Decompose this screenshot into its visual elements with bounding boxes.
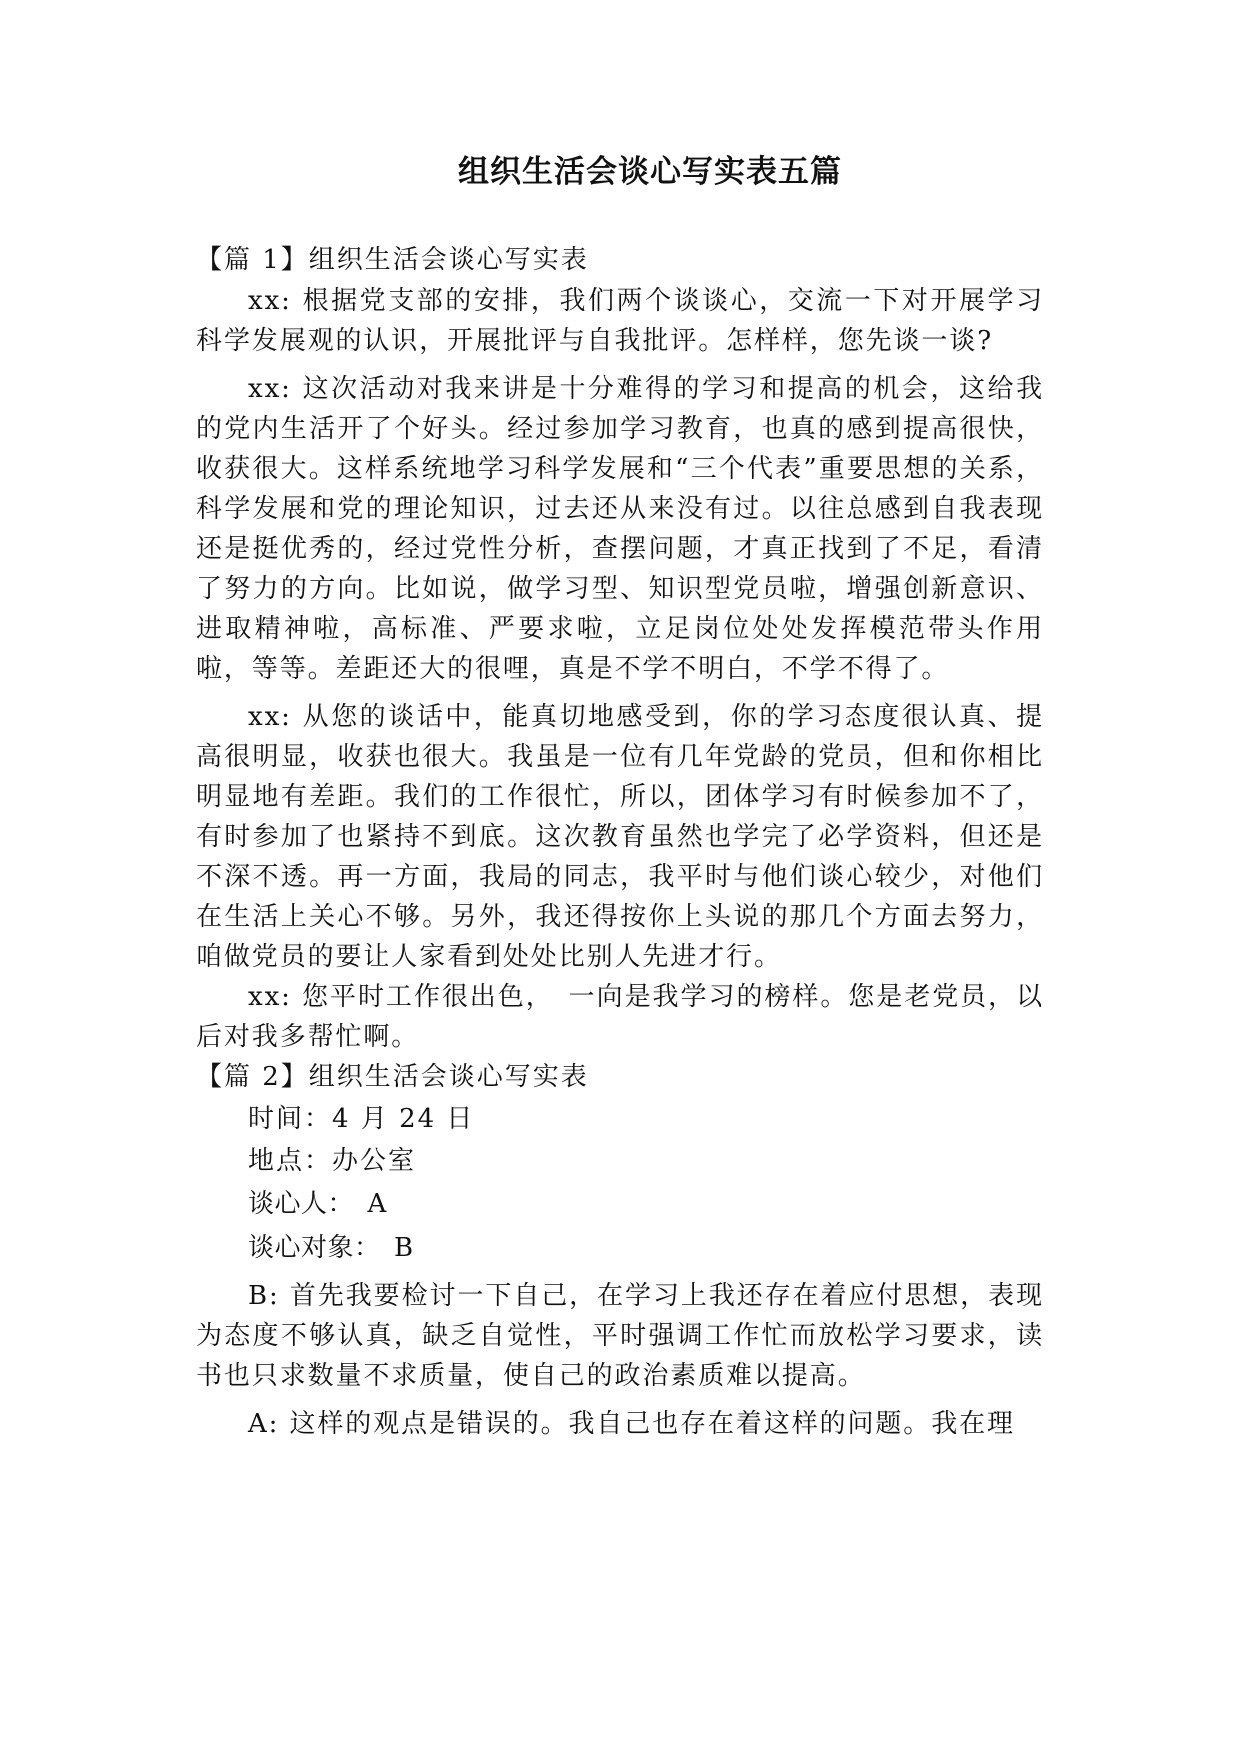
document-title: 组织生活会谈心写实表五篇 [458,154,842,190]
section-2-paragraph: A: 这样的观点是错误的。我自己也存在着这样的问题。我在理 [248,1409,1015,1439]
section-2-paragraph: B: 首先我要检讨一下自己，在学习上我还存在着应付思想，表现为态度不够认真，缺乏自觉性，平时强调工作忙而放松学习要求，读书也只求数量不求质量，使自己的政治素质难以提高。 [196,1281,1044,1391]
meeting-time: 时间：4 月 24 日 [248,1104,475,1134]
talker: 谈心人： A [248,1189,387,1219]
section-1-paragraph: xx: 这次活动对我来讲是十分难得的学习和提高的机会，这给我的党内生活开了个好头。经过参加学习教育，也真的感到提高很快，收获很大。这样系统地学习科学发展和“三个代表”重要思想的关系，科学发展和党的理论知识，过去还从来没有过。以往总感到自我表现还是挺优秀的，经过党性分析，查摆问题，才真正找到了不足，看清了努力的方向。比如说，做学习型、知识型党员啦，增强创新意识、进取精神啦，高标准、严要求啦，立足岗位处处发挥模范带头作用啦，等等。差距还大的很哩，真是不学不明白，不学不得了。 [196,374,1044,684]
meeting-place: 地点：办公室 [248,1146,417,1176]
talk-target: 谈心对象： B [248,1233,414,1263]
section-1-paragraph: xx: 根据党支部的安排，我们两个谈谈心，交流一下对开展学习科学发展观的认识，开展批评与自我批评。怎样样，您先谈一谈? [196,286,1044,356]
section-1-paragraph: xx: 您平时工作很出色， 一向是我学习的榜样。您是老党员，以后对我多帮忙啊。 [196,982,1044,1052]
document-body [196,240,1044,1444]
section-1-heading: 【篇 1】组织生活会谈心写实表 [196,245,589,275]
section-2-heading: 【篇 2】组织生活会谈心写实表 [196,1062,589,1092]
section-1-paragraph: xx: 从您的谈话中，能真切地感受到，你的学习态度很认真、提高很明显，收获也很大。我虽是一位有几年党龄的党员，但和你相比明显地有差距。我们的工作很忙，所以，团体学习有时候参加不了，有时参加了也紧持不到底。这次教育虽然也学完了必学资料，但还是不深不透。再一方面，我局的同志，我平时与他们谈心较少，对他们在生活上关心不够。另外，我还得按你上头说的那几个方面去努力，咱做党员的要让人家看到处处比别人先进才行。 [196,702,1044,972]
